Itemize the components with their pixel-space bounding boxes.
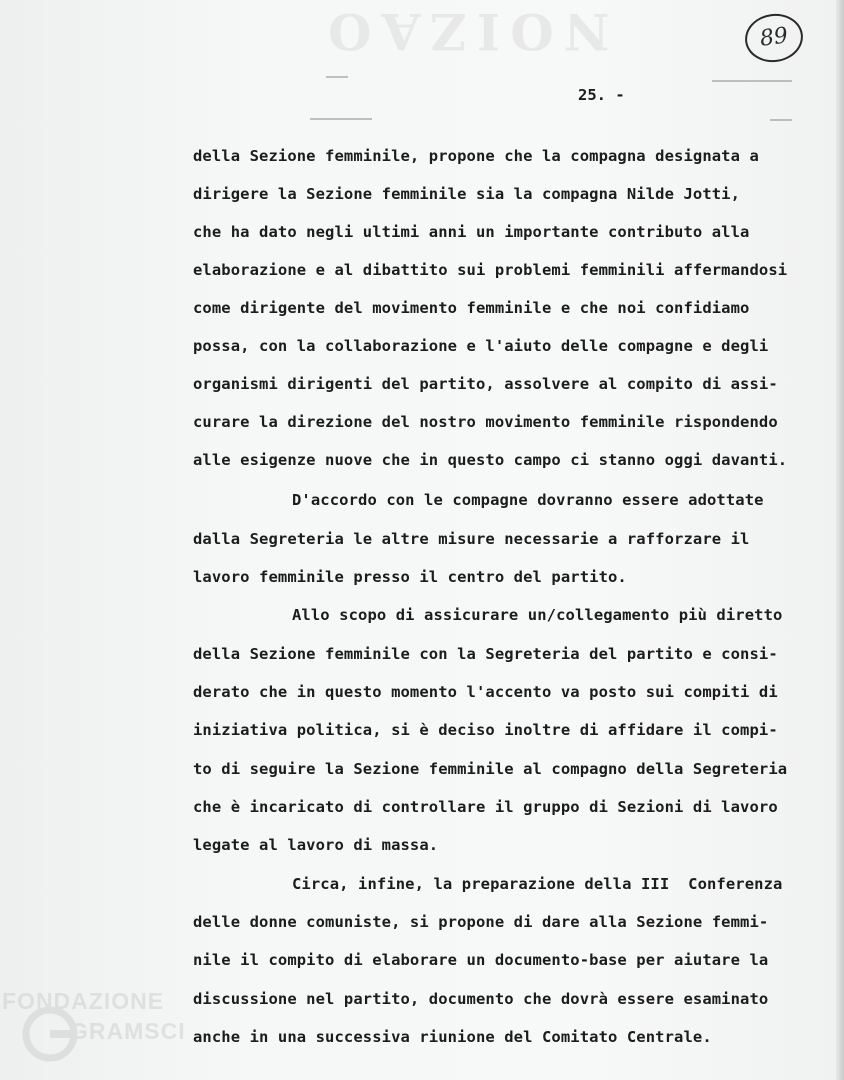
text-line: dalla Segreteria le altre misure necessarie a rafforzare il: [193, 530, 750, 548]
text-line: come dirigente del movimento femminile e che noi confidiamo: [193, 299, 750, 317]
text-line: della Sezione femminile, propone che la compagna designata a: [193, 147, 759, 165]
text-line: che ha dato negli ultimi anni un importante contributo alla: [193, 223, 750, 241]
text-line: della Sezione femminile con la Segreteria del partito e consi-: [193, 645, 778, 663]
margin-mark: [770, 119, 792, 121]
text-line: alle esigenze nuove che in questo campo ci stanno oggi davanti.: [193, 451, 788, 469]
text-line: to di seguire la Sezione femminile al compagno della Segreteria: [193, 760, 788, 778]
archive-folio-number: 89: [742, 10, 806, 66]
text-line: organismi dirigenti del partito, assolvere al compito di assi-: [193, 375, 778, 393]
page-edge-shadow: [836, 0, 844, 1080]
text-line: iniziativa politica, si è deciso inoltre di affidare il compi-: [193, 721, 778, 739]
text-line: legate al lavoro di massa.: [193, 836, 439, 854]
margin-mark: [310, 118, 372, 120]
fondazione-gramsci-watermark: [0, 984, 205, 1076]
text-line: che è incaricato di controllare il gruppo di Sezioni di lavoro: [193, 798, 778, 816]
text-line: D'accordo con le compagne dovranno essere adottate: [292, 491, 764, 509]
text-line: dirigere la Sezione femminile sia la compagna Nilde Jotti,: [193, 185, 741, 203]
margin-mark: [712, 80, 792, 82]
page-number: 25. -: [578, 86, 625, 104]
text-line: possa, con la collaborazione e l'aiuto delle compagne e degli: [193, 337, 769, 355]
watermark-text-line2: GRAMSCI: [70, 1018, 186, 1044]
bleed-through-text: NOIZAO: [318, 2, 610, 61]
text-line: nile il compito di elaborare un documento-base per aiutare la: [193, 951, 769, 969]
text-line: curare la direzione del nostro movimento femminile rispondendo: [193, 413, 778, 431]
text-line: Circa, infine, la preparazione della III Conferenza: [292, 875, 783, 893]
text-line: derato che in questo momento l'accento va posto sui compiti di: [193, 683, 778, 701]
text-line: lavoro femminile presso il centro del partito.: [193, 568, 627, 586]
text-line: anche in una successiva riunione del Comitato Centrale.: [193, 1028, 712, 1046]
watermark-text-line1: FONDAZIONE: [2, 988, 165, 1014]
margin-mark: [326, 76, 348, 78]
text-line: delle donne comuniste, si propone di dare alla Sezione femmi-: [193, 913, 769, 931]
text-line: discussione nel partito, documento che dovrà essere esaminato: [193, 990, 769, 1008]
text-line: Allo scopo di assicurare un/collegamento più diretto: [292, 606, 783, 624]
text-line: elaborazione e al dibattito sui problemi femminili affermandosi: [193, 261, 788, 279]
